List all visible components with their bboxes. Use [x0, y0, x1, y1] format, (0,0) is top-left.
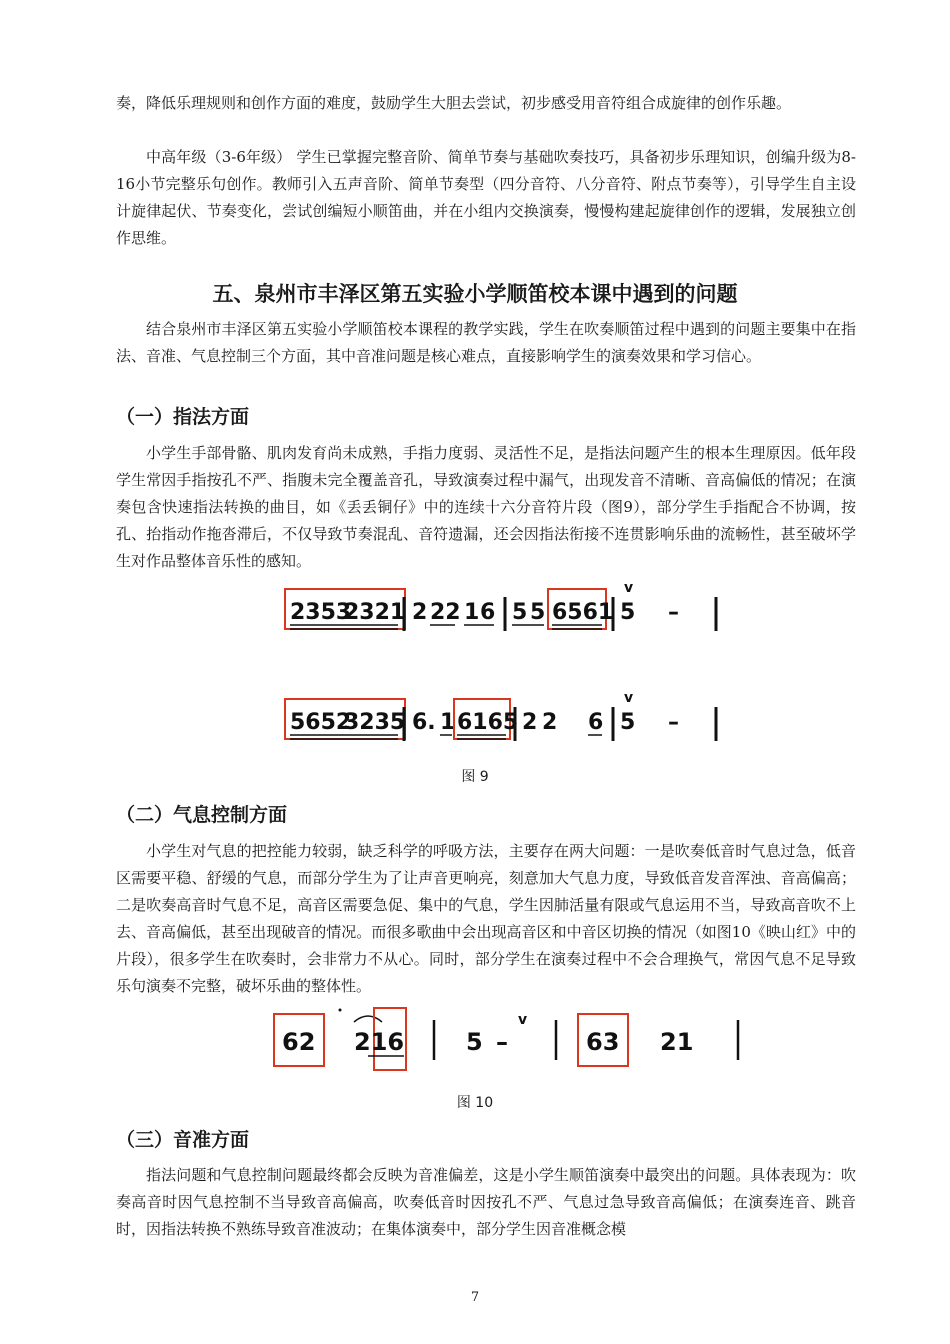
- subheading-intonation: （三）音准方面: [116, 1129, 250, 1151]
- paragraph-3: 结合泉州市丰泽区第五实验小学顺笛校本课程的教学实践，学生在吹奏顺笛过程中遇到的问题主要集中在指法、音准、气息控制三个方面，其中音准问题是核心难点，直接影响学生的演奏效果和学习信心。: [116, 320, 856, 365]
- paragraph-5: 小学生对气息的把控能力较弱，缺乏科学的呼吸方法，主要存在两大问题：一是吹奏低音时气息过急，低音区需要平稳、舒缓的气息，而部分学生为了让声音更响亮，刻意加大气息力度，导致低音发音浑浊、音高偏高；二是吹奏高音时气息不足，高音区需要急促、集中的气息，学生因肺活量有限或气息运用不当，导致高音吹不上去、音高偏低，甚至出现破音的情况。而很多歌曲中会出现高音区和中音区切换的情况（如图10《映山红》中的片段），很多学生在吹奏时，会非常力不从心。同时，部分学生在演奏过程中不会合理换气，常因气息不足导致乐句演奏不完整，破坏乐曲的整体性。: [116, 842, 856, 995]
- paragraph-1: 奏，降低乐理规则和创作方面的难度，鼓励学生大胆去尝试，初步感受用音符组合成旋律的创作乐趣。: [116, 94, 792, 112]
- subheading-fingering: （一）指法方面: [116, 406, 250, 428]
- notation-row-2: [285, 690, 716, 741]
- note-group: 63: [586, 1028, 620, 1056]
- note-group: 2321: [344, 600, 406, 625]
- note: 1: [464, 600, 480, 625]
- note-group: 6561: [552, 600, 614, 625]
- note-group: 2353: [290, 600, 352, 625]
- paragraph-2: 中高年级（3-6年级） 学生已掌握完整音阶、简单节奏与基础吹奏技巧，具备初步乐理知识，创编升级为8-16小节完整乐句创作。教师引入五声音阶、简单节奏型（四分音符、八分音符、附点节奏等），引导学生自主设计旋律起伏、节奏变化，尝试创编短小顺笛曲，并在小组内交换演奏，慢慢构建起旋律创作的逻辑，发展独立创作思维。: [116, 148, 856, 247]
- note: 2: [412, 600, 428, 625]
- dash: –: [668, 600, 679, 625]
- paragraph-6: 指法问题和气息控制问题最终都会反映为音准偏差，这是小学生顺笛演奏中最突出的问题。具体表现为：吹奏高音时因气息控制不当导致音高偏高，吹奏低音时因按孔不严、气息过急导致音高偏低；在演奏连音、跳音时，因指法转换不熟练导致音准波动；在集体演奏中，部分学生因音准概念模: [116, 1166, 856, 1238]
- figure-9-notation: [280, 575, 730, 750]
- note: 2: [522, 710, 538, 735]
- note-group: 21: [660, 1028, 694, 1056]
- paragraph-4: 小学生手部骨骼、肌肉发育尚未成熟，手指力度弱、灵活性不足，是指法问题产生的根本生理原因。低年段学生常因手指按孔不严、指腹未完全覆盖音孔，导致演奏过程中漏气，出现发音不清晰、音高偏低的情况；在演奏包含快速指法转换的曲目，如《丢丢铜仔》中的连续十六分音符片段（图9），部分学生手指配合不协调，按孔、抬指动作拖沓滞后，不仅导致节奏混乱、音符遗漏，还会因指法衔接不连贯影响乐曲的流畅性，甚至破坏学生对作品整体音乐性的感知。: [116, 444, 856, 570]
- svg-text:v: v: [624, 580, 634, 596]
- note: 5: [620, 600, 636, 625]
- note: 5: [530, 600, 546, 625]
- note: 5: [466, 1028, 483, 1056]
- note-group: 216: [354, 1028, 405, 1056]
- note: 6.: [412, 710, 436, 735]
- note-group: 3235: [344, 710, 406, 735]
- svg-text:v: v: [518, 1012, 528, 1028]
- note-group: 62: [282, 1028, 316, 1056]
- dash: –: [668, 710, 679, 735]
- note-group: 5652: [290, 710, 352, 735]
- section-heading-5: 五、泉州市丰泽区第五实验小学顺笛校本课中遇到的问题: [212, 282, 738, 306]
- note: 5: [512, 600, 528, 625]
- note: 2: [542, 710, 558, 735]
- dash: –: [496, 1028, 508, 1056]
- note: 5: [620, 710, 636, 735]
- figure-10-caption: 图 10: [456, 1095, 494, 1111]
- note-group: 6165: [457, 710, 519, 735]
- note: 6: [588, 710, 604, 735]
- page-number: 7: [470, 1290, 480, 1305]
- note-group: 22: [430, 600, 461, 625]
- note: 6: [480, 600, 496, 625]
- note: 1: [440, 710, 456, 735]
- figure-10-notation: [268, 1000, 748, 1075]
- svg-text:v: v: [624, 690, 634, 706]
- notation-row-1: [285, 580, 716, 631]
- figure-9-caption: 图 9: [461, 769, 489, 785]
- subheading-breath-control: （二）气息控制方面: [116, 804, 288, 826]
